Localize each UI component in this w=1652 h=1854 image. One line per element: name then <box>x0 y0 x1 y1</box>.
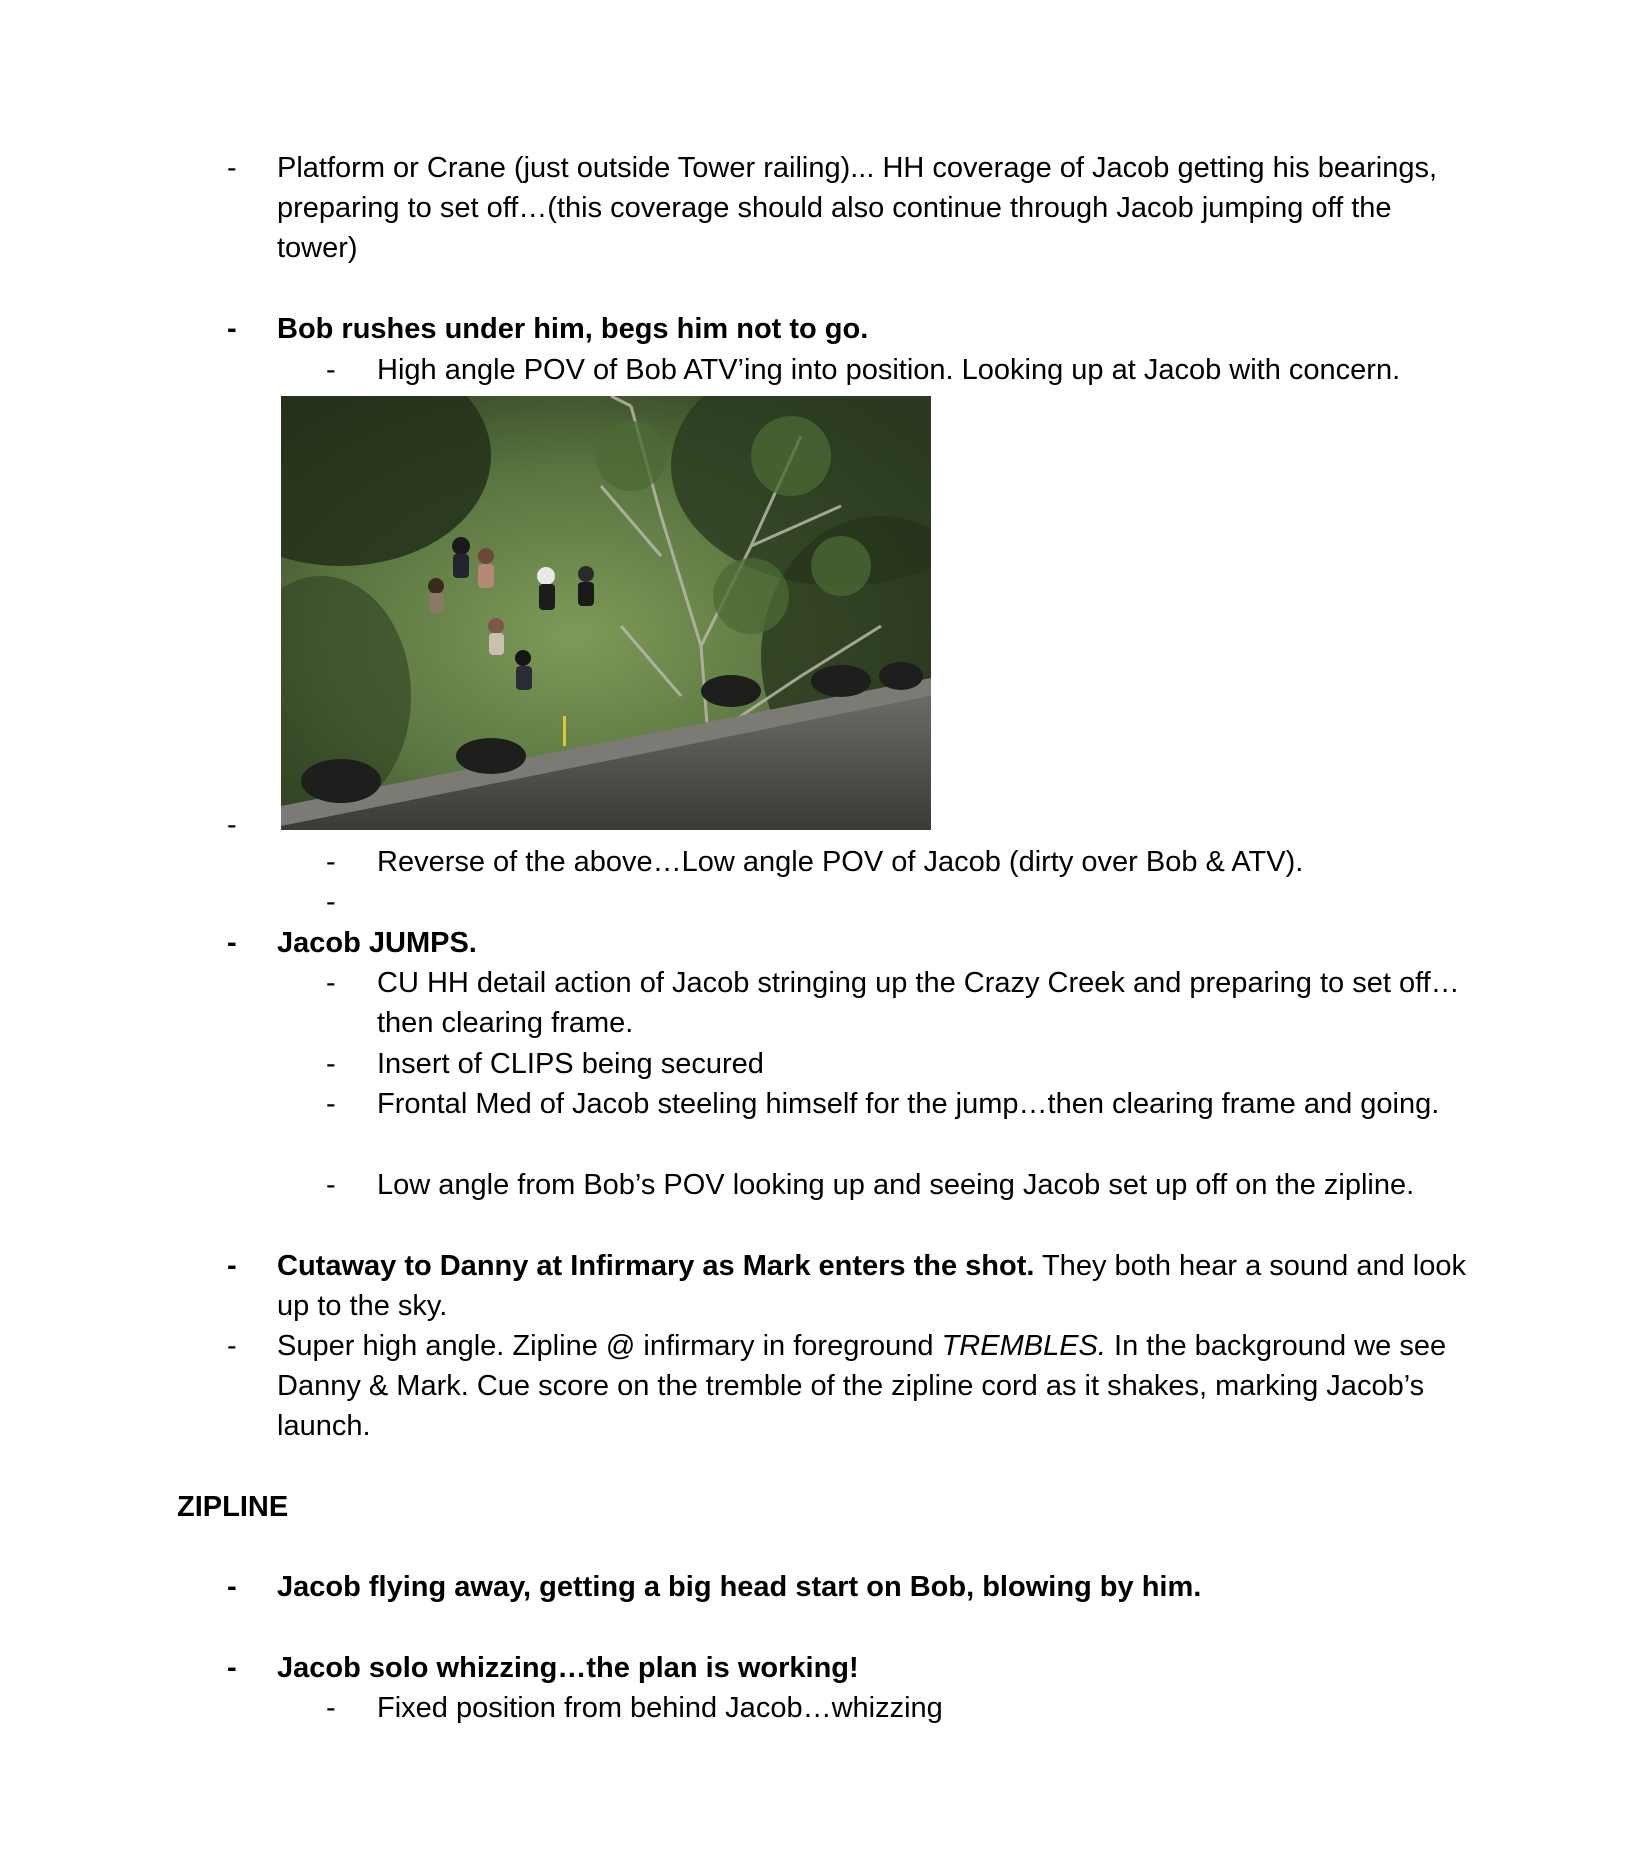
high-angle-pov-text: High angle POV of Bob ATV’ing into position. Looking up at Jacob with concern. <box>377 354 1401 386</box>
jacob-solo-heading: Jacob solo whizzing…the plan is working! <box>277 1652 859 1684</box>
cutaway-bold-text: Cutaway to Danny at Infirmary as Mark enters the shot. <box>277 1250 1035 1282</box>
cutaway-rest-text: They both hear a sound and look up to the sky. <box>277 1250 1466 1322</box>
bullet-dash: - <box>227 809 237 841</box>
bullet-dash: - <box>227 1571 237 1603</box>
low-angle-bob-text: Low angle from Bob’s POV looking up and seeing Jacob set up off on the zipline. <box>377 1169 1415 1201</box>
platform-text: Platform or Crane (just outside Tower railing)... HH coverage of Jacob getting his bearings, preparing to set off…(this coverage should also continue through Jacob jumping off the tower) <box>277 152 1438 264</box>
sub-bullet-dash: - <box>326 1048 336 1080</box>
super-high-text-b: In the background we see Danny & Mark. Cue score on the tremble of the zipline cord as it shakes, marking Jacob’s launch. <box>277 1330 1447 1442</box>
frontal-med-text: Frontal Med of Jacob steeling himself for the jump…then clearing frame and going. <box>377 1088 1440 1120</box>
reverse-text: Reverse of the above…Low angle POV of Jacob (dirty over Bob & ATV). <box>377 846 1304 878</box>
jacob-flying-heading: Jacob flying away, getting a big head start on Bob, blowing by him. <box>277 1571 1202 1603</box>
cu-hh-text: CU HH detail action of Jacob stringing up the Crazy Creek and preparing to set off…then clearing frame. <box>377 967 1460 1039</box>
aerial-photo-drawing <box>281 396 931 830</box>
bullet-dash: - <box>227 152 237 184</box>
trembles-emphasis: TREMBLES. <box>941 1330 1106 1362</box>
sub-bullet-dash: - <box>326 1088 336 1120</box>
bob-rushes-heading: Bob rushes under him, begs him not to go. <box>277 313 869 345</box>
bullet-dash: - <box>227 313 237 345</box>
bullet-dash: - <box>227 927 237 959</box>
super-high-text-a: Super high angle. Zipline @ infirmary in foreground <box>277 1330 942 1362</box>
bullet-dash: - <box>227 1330 237 1362</box>
zipline-heading: ZIPLINE <box>177 1491 289 1523</box>
sub-bullet-dash: - <box>326 354 336 386</box>
sub-bullet-dash: - <box>326 1692 336 1724</box>
fixed-position-text: Fixed position from behind Jacob…whizzing <box>377 1692 943 1724</box>
super-high-paragraph <box>277 1326 1477 1446</box>
sub-bullet-dash: - <box>326 967 336 999</box>
cutaway-paragraph <box>277 1246 1477 1326</box>
aerial-photo <box>281 396 931 830</box>
bullet-dash: - <box>227 1250 237 1282</box>
jacob-jumps-heading: Jacob JUMPS. <box>277 927 477 959</box>
sub-bullet-dash: - <box>326 1169 336 1201</box>
sub-bullet-dash: - <box>326 846 336 878</box>
bullet-dash: - <box>227 1652 237 1684</box>
sub-bullet-dash-empty: - <box>326 886 336 918</box>
insert-clips-text: Insert of CLIPS being secured <box>377 1048 764 1080</box>
